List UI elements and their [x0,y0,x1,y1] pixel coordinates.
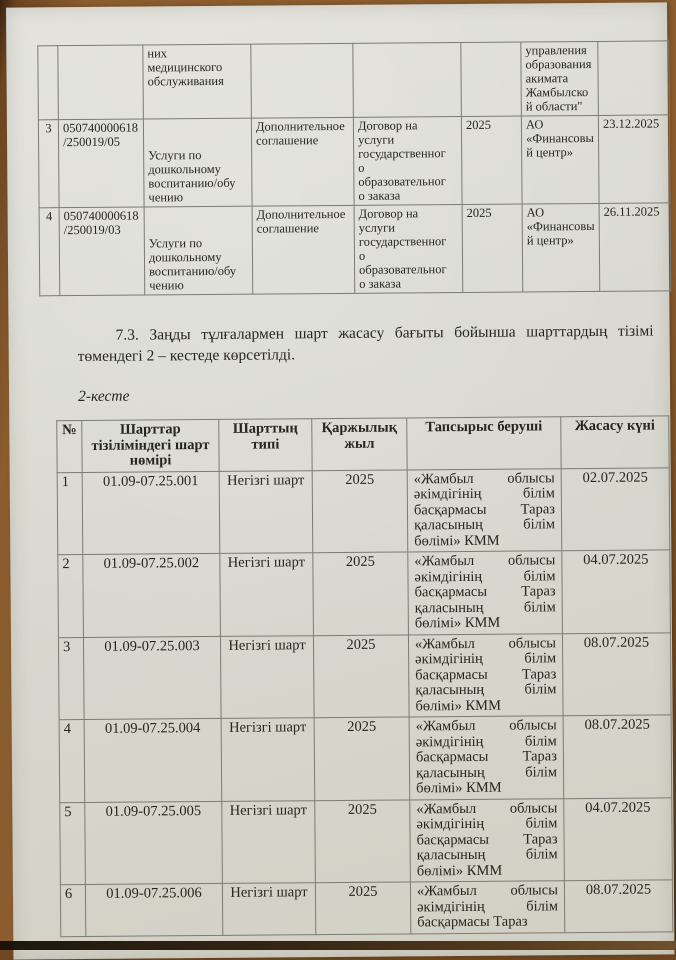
contract-number-cell [58,45,144,120]
row-number-cell: 3 [38,120,59,208]
contract-number-cell: 01.09-07.25.006 [85,883,222,936]
contract-name-cell [353,43,462,118]
column-header-num: № [57,421,82,473]
counterparty-cell: АО «Финансовы й центр» [522,203,600,292]
table-caption: 2-кесте [78,387,130,406]
column-header-date: Жасасу күні [561,416,669,468]
financial-year-cell: 2025 [462,204,523,292]
financial-year-cell [461,42,522,116]
column-header-contract_no: Шарттар тізіліміндегі шарт нөмірі [82,419,219,472]
row-number-cell: 3 [58,637,84,720]
contract-name-cell: Договор на услуги государственног о образовательног о заказа [353,117,462,206]
row-number-cell: 2 [58,555,84,638]
contract-type-cell: Негізгі шарт [222,800,316,883]
contract-date-cell: 26.11.2025 [599,203,671,292]
financial-year-cell: 2025 [315,799,411,882]
customer-cell: «Жамбыл облысы әкімдігінің білім басқармасы Тараз қаласының білім бөлімі» КММ [408,551,563,635]
table-header-row [57,416,669,472]
document-page [6,2,674,959]
subject-cell: Услуги по дошкольному воспитанию/обу чению [144,206,253,295]
row-number-cell: 5 [60,802,86,885]
contract-date-cell: 23.12.2025 [598,115,670,204]
signing-date-cell: 04.07.2025 [564,797,673,880]
table-row [38,41,670,120]
contract-number-cell: 01.09-07.25.005 [85,801,223,885]
signing-date-cell: 04.07.2025 [562,550,671,633]
counterparty-cell: АО «Финансовы й центр» [521,115,599,204]
table-row [58,632,671,719]
contract-type-cell: Негізгі шарт [220,553,314,636]
table-row [59,715,672,802]
table-row [60,880,672,936]
column-header-customer: Тапсырыс беруші [407,417,561,470]
row-number-cell: 6 [60,884,85,936]
financial-year-cell: 2025 [312,469,408,552]
customer-cell: «Жамбыл облысы әкімдігінің білім басқармасы Тараз қаласының білім бөлімі» КММ [409,716,564,800]
financial-year-cell: 2025 [313,634,409,717]
financial-year-cell: 2025 [313,552,409,635]
table-row [39,203,671,296]
section-paragraph: 7.3. Заңды тұлғалармен шарт жасасу бағыты бойынша шарттардың тізімі төмендегі 2 – кестеде көрсетілді. [77,322,654,366]
contract-type-cell: Негізгі шарт [219,470,313,553]
contract-date-cell [598,41,670,116]
row-number-cell: 4 [39,208,60,296]
financial-year-cell: 2025 [461,116,522,204]
signing-date-cell: 08.07.2025 [562,632,671,715]
table-row [38,115,670,208]
row-number-cell: 1 [57,472,83,555]
contract-name-cell: Договор на услуги государственног о образовательног о заказа [354,205,463,294]
contract-type-cell: Дополнительное соглашение [251,117,354,206]
contract-number-cell: 01.09-07.25.004 [84,718,222,802]
customer-cell: «Жамбыл облысы әкімдігінің білім басқармасы Тараз [410,881,564,934]
contract-type-cell: Негізгі шарт [221,718,315,801]
contract-number-cell: 01.09-07.25.002 [83,553,221,637]
contracts-register-table [56,415,673,936]
contract-type-cell: Дополнительное соглашение [252,205,355,294]
signing-date-cell: 02.07.2025 [561,467,670,550]
customer-cell: «Жамбыл облысы әкімдігінің білім басқармасы Тараз қаласының білім бөлімі» КММ [410,798,565,882]
financial-year-cell: 2025 [315,882,410,934]
customer-cell: «Жамбыл облысы әкімдігінің білім басқармасы Тараз қаласының білім бөлімі» КММ [407,468,562,552]
customer-cell: «Жамбыл облысы әкімдігінің білім басқармасы Тараз қаласының білім бөлімі» КММ [408,633,563,717]
table-row [58,550,671,637]
signing-date-cell: 08.07.2025 [564,880,672,932]
contract-number-cell: 01.09-07.25.003 [83,636,221,720]
counterparty-cell: управления образования акимата Жамбылско й области" [521,41,599,116]
column-header-type: Шарттың типі [219,419,312,471]
financial-year-cell: 2025 [314,717,410,800]
row-number-cell: 4 [59,720,85,803]
column-header-year: Қаржылық жыл [312,418,407,470]
table-row [60,797,673,884]
contract-type-cell: Негізгі шарт [222,883,315,935]
contract-number-cell: 050740000618 /250019/05 [58,119,144,208]
contract-number-cell: 01.09-07.25.001 [82,471,220,555]
contract-type-cell [251,43,354,118]
contracts-table-continuation [37,40,671,296]
row-number-cell [38,46,59,120]
table-row [57,467,670,554]
contract-type-cell: Негізгі шарт [220,635,314,718]
contract-number-cell: 050740000618 /250019/03 [59,207,145,296]
subject-cell: них медицинского обслуживания [143,44,252,119]
signing-date-cell: 08.07.2025 [563,715,672,798]
subject-cell: Услуги по дошкольному воспитанию/обу чению [143,118,252,207]
photo-bottom-edge [0,941,676,950]
